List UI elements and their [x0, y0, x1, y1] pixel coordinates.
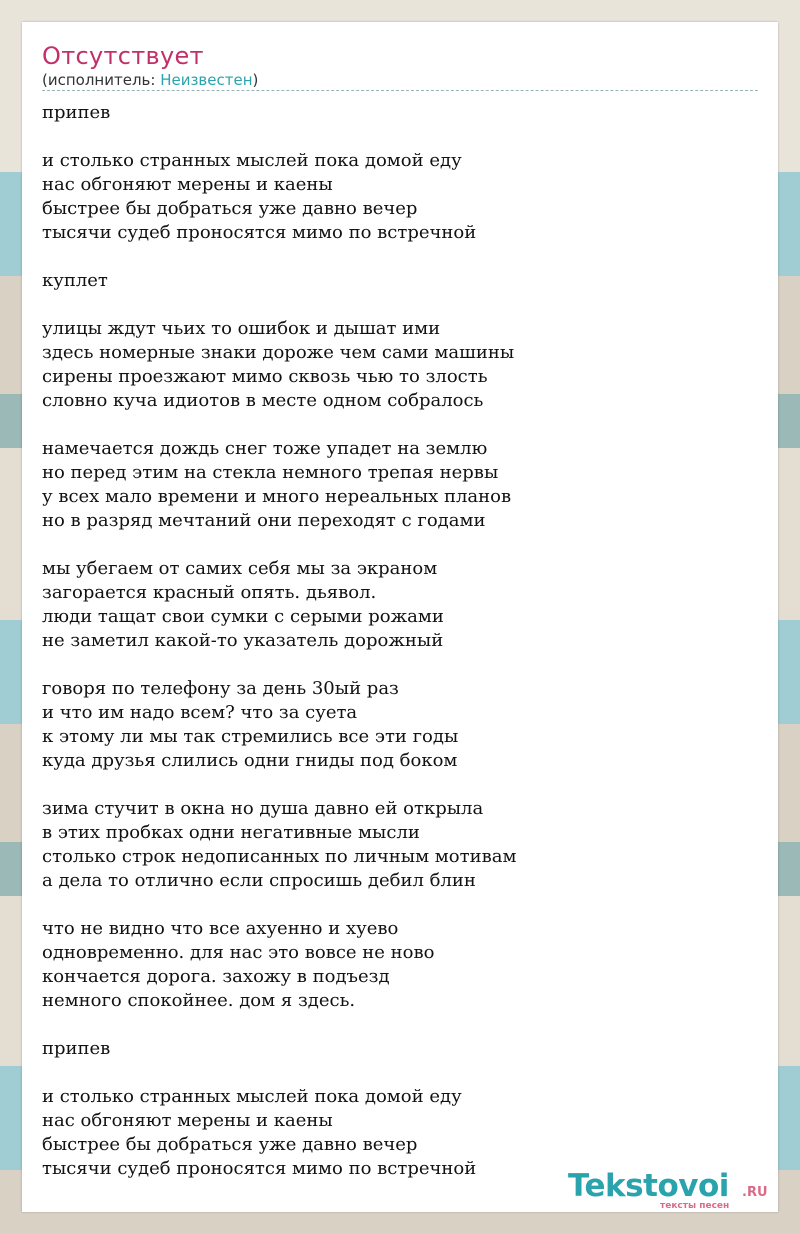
stanza-break	[42, 413, 516, 437]
stanza-break	[42, 773, 516, 797]
lyric-line: загорается красный опять. дьявол.	[42, 582, 377, 603]
lyric-line: что не видно что все ахуенно и хуево	[42, 918, 399, 939]
lyric-line: люди тащат свои сумки с серыми рожами	[42, 606, 444, 627]
stanza-break	[42, 125, 516, 149]
artist-link[interactable]: Неизвестен	[160, 71, 253, 89]
stanza-break	[42, 1013, 516, 1037]
stanza-break	[42, 293, 516, 317]
lyric-line: в этих пробках одни негативные мысли	[42, 822, 420, 843]
title-divider	[42, 90, 758, 91]
artist-prefix: (исполнитель:	[42, 71, 161, 89]
lyric-line: а дела то отлично если спросишь дебил блин	[42, 870, 476, 891]
lyric-line: куда друзья слились одни гниды под боком	[42, 750, 458, 771]
logo-wordmark: Tekstovoi	[568, 1168, 729, 1204]
lyric-line: у всех мало времени и много нереальных планов	[42, 486, 512, 507]
lyric-line: припев	[42, 1038, 111, 1059]
lyric-line: улицы ждут чьих то ошибок и дышат ими	[42, 318, 441, 339]
stanza-break	[42, 1061, 516, 1085]
site-logo[interactable]	[568, 1168, 778, 1218]
lyric-line: и столько странных мыслей пока домой еду	[42, 150, 462, 171]
lyric-line: куплет	[42, 270, 108, 291]
lyric-line: тысячи судеб проносятся мимо по встречной	[42, 1158, 477, 1179]
lyric-line: и столько странных мыслей пока домой еду	[42, 1086, 462, 1107]
lyrics-text	[42, 101, 516, 1181]
lyric-line: столько строк недописанных по личным мотивам	[42, 846, 517, 867]
artist-suffix: )	[252, 71, 259, 89]
stanza-break	[42, 245, 516, 269]
lyric-line: не заметил какой-то указатель дорожный	[42, 630, 444, 651]
lyric-line: тысячи судеб проносятся мимо по встречной	[42, 222, 477, 243]
stanza-break	[42, 533, 516, 557]
lyric-line: немного спокойнее. дом я здесь.	[42, 990, 356, 1011]
stanza-break	[42, 653, 516, 677]
lyric-line: говоря по телефону за день 30ый раз	[42, 678, 399, 699]
lyric-line: одновременно. для нас это вовсе не ново	[42, 942, 435, 963]
lyric-line: словно куча идиотов в месте одном собралось	[42, 390, 484, 411]
logo-domain: .RU	[742, 1185, 768, 1200]
lyric-line: но перед этим на стекла немного трепая нервы	[42, 462, 499, 483]
lyric-line: быстрее бы добраться уже давно вечер	[42, 198, 418, 219]
song-title: Отсутствует	[42, 42, 204, 70]
lyric-line: и что им надо всем? что за суета	[42, 702, 358, 723]
lyric-line: к этому ли мы так стремились все эти годы	[42, 726, 459, 747]
logo-tagline: тексты песен	[660, 1201, 730, 1211]
lyric-line: припев	[42, 102, 111, 123]
lyric-line: сирены проезжают мимо сквозь чью то злость	[42, 366, 488, 387]
lyric-line: зима стучит в окна но душа давно ей открыла	[42, 798, 484, 819]
lyric-line: кончается дорога. захожу в подъезд	[42, 966, 390, 987]
lyrics-card	[22, 22, 778, 1212]
lyric-line: здесь номерные знаки дороже чем сами машины	[42, 342, 515, 363]
lyric-line: нас обгоняют мерены и каены	[42, 174, 333, 195]
lyric-line: мы убегаем от самих себя мы за экраном	[42, 558, 438, 579]
stanza-break	[42, 893, 516, 917]
lyric-line: намечается дождь снег тоже упадет на землю	[42, 438, 488, 459]
lyric-line: нас обгоняют мерены и каены	[42, 1110, 333, 1131]
lyric-line: быстрее бы добраться уже давно вечер	[42, 1134, 418, 1155]
artist-line	[42, 71, 258, 89]
lyric-line: но в разряд мечтаний они переходят с годами	[42, 510, 486, 531]
